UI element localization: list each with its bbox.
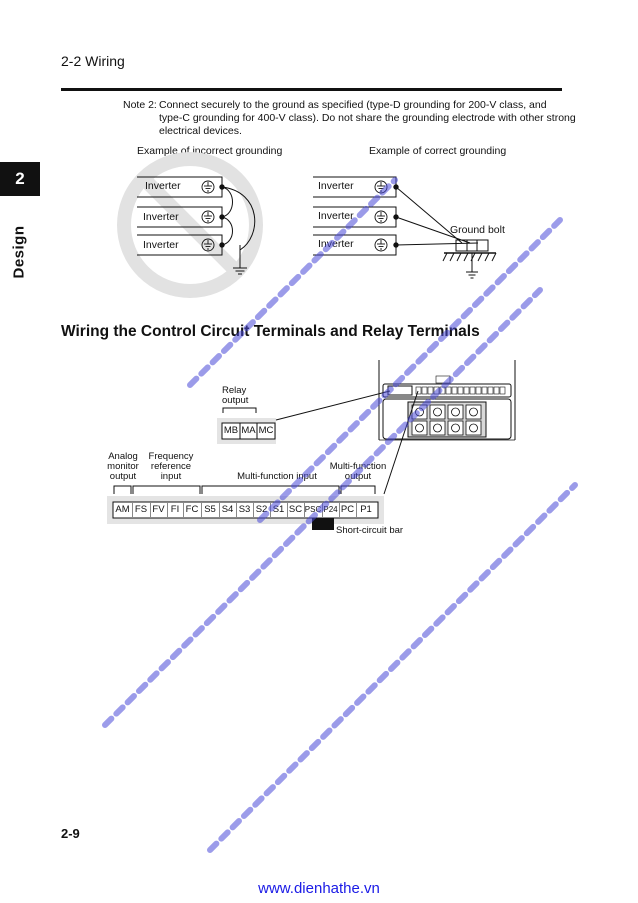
terminal-group-brackets [114,486,375,494]
relay-label: Relay [222,385,247,396]
control-terminal: P24 [322,503,340,517]
relay-terminal: MB [223,425,239,436]
chapter-tab-label: Design [10,225,28,279]
relay-terminal: MA [241,425,256,436]
inverter-label: Inverter [318,210,354,222]
control-terminal: FC [183,503,202,517]
control-terminal: S4 [219,503,237,517]
inverter-label: Inverter [143,211,179,223]
label-line: Multi-function [329,461,387,472]
ground-bolt-label: Ground bolt [450,224,505,236]
multi-function-input-label: Multi-function input [237,471,317,482]
control-terminal: PSC [304,503,323,517]
relay-terminal: MC [258,425,274,436]
correct-grounding-caption: Example of correct grounding [369,145,507,157]
control-terminal: S2 [253,503,271,517]
control-terminal: S3 [236,503,254,517]
footer-url-link[interactable]: www.dienhathe.vn [258,880,380,897]
note-line: Connect securely to the ground as specified (type-D grounding for 200-V class, and [159,99,547,111]
control-terminal: AM [113,503,133,517]
inverter-label: Inverter [143,239,179,251]
control-terminal: FV [150,503,168,517]
note-label: Note 2: [123,99,157,111]
page-number: 2-9 [61,826,80,841]
section-title: Wiring the Control Circuit Terminals and Relay Terminals [61,323,480,340]
control-terminal: S5 [201,503,220,517]
inverter-label: Inverter [145,180,181,192]
note-line: type-C grounding for 400-V class). Do not share the grounding electrode with other strong [159,112,576,124]
label-line: Frequency [148,451,194,462]
relay-terminals [222,423,275,439]
label-line: input [160,471,182,482]
control-terminal: FS [132,503,151,517]
analog-monitor-label [101,452,145,482]
label-line: reference [150,461,192,472]
control-terminal: SC [287,503,305,517]
incorrect-grounding-caption: Example of incorrect grounding [137,145,283,157]
inverter-unit-drawing [379,360,515,440]
label-line: output [344,471,372,482]
control-terminal: PC [339,503,357,517]
section-header: 2-2 Wiring [61,53,125,69]
frequency-reference-label [142,452,200,482]
control-terminal: S1 [270,503,288,517]
control-terminal-strip-icon [416,376,505,394]
inverter-label: Inverter [318,238,354,250]
inverter-label: Inverter [318,180,354,192]
label-line: monitor [107,461,139,472]
relay-label: output [222,395,249,406]
label-line: output [109,471,137,482]
chapter-tab-number: 2 [0,162,40,196]
multi-function-output-label [326,462,390,482]
control-terminal: P1 [360,504,372,515]
short-circuit-bar-label: Short-circuit bar [336,525,404,536]
label-line: Analog [108,451,138,462]
control-terminal: FI [167,503,184,517]
note-line: electrical devices. [159,125,242,137]
